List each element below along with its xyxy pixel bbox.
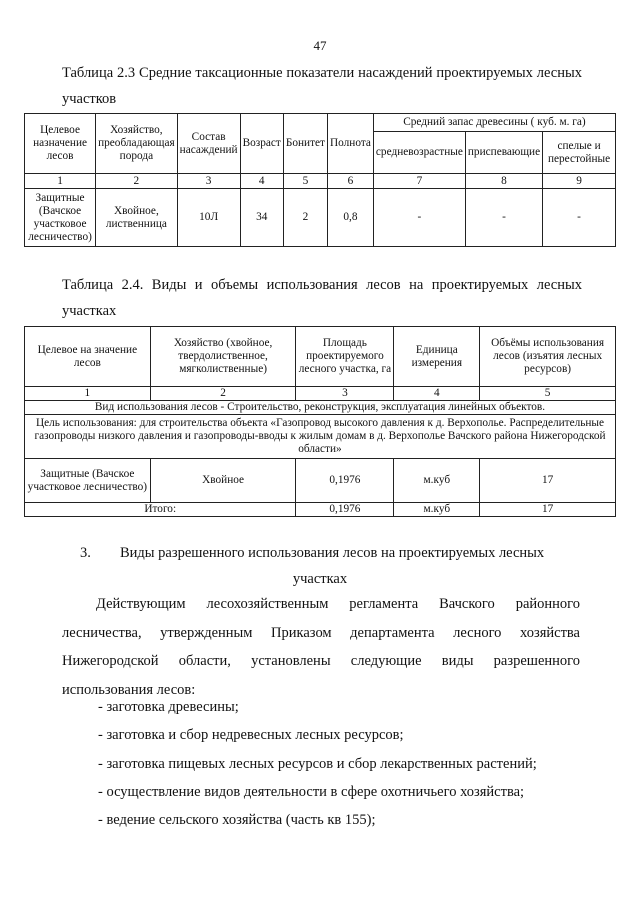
header-unit: Единица измерения	[394, 327, 480, 387]
usage-goal-row: Цель использования: для строительства объекта «Газопровод высокого давления к д. Верхополье. Распределительные газопроводы низкого давления и газопроводы-вводы к жилым домам в д. Верхополье Вачского района Нижегородской области»	[25, 415, 616, 459]
col-number: 9	[543, 174, 616, 189]
col-number: 1	[25, 387, 151, 401]
cell-age: 34	[240, 189, 283, 247]
list-item: - ведение сельского хозяйства (часть кв 155);	[98, 812, 376, 829]
cell-farm: Хвойное, лиственница	[96, 189, 178, 247]
list-item: - осуществление видов деятельности в сфере охотничьего хозяйства;	[98, 783, 525, 800]
total-volume: 17	[480, 503, 616, 517]
header-young: средневозрастные	[373, 132, 465, 174]
header-bonitet: Бонитет	[283, 114, 327, 174]
col-number: 3	[296, 387, 394, 401]
header-mature: спелые и перестойные	[543, 132, 616, 174]
usage-list	[98, 693, 537, 834]
header-density: Полнота	[327, 114, 373, 174]
header-area: Площадь проектируемого лесного участка, га	[296, 327, 394, 387]
col-number: 5	[480, 387, 616, 401]
table-row	[25, 459, 616, 503]
header-farm: Хозяйство, преобладающая порода	[96, 114, 178, 174]
header-volume: Объёмы использования лесов (изъятия лесных ресурсов)	[480, 327, 616, 387]
section-3-paragraph	[62, 590, 580, 704]
col-number: 2	[150, 387, 296, 401]
section-title-line2: участках	[292, 571, 348, 587]
section-number: 3.	[80, 545, 91, 561]
total-unit: м.куб	[394, 503, 480, 517]
cell-volume: 17	[480, 459, 616, 503]
cell-bonitet: 2	[283, 189, 327, 247]
cell-density: 0,8	[327, 189, 373, 247]
col-number: 5	[283, 174, 327, 189]
page-number: 47	[313, 38, 327, 53]
cell-purpose: Защитные (Вачское участковое лесничество)	[25, 189, 96, 247]
total-label: Итого:	[25, 503, 296, 517]
cell-area: 0,1976	[296, 459, 394, 503]
header-age: Возраст	[240, 114, 283, 174]
list-item: - заготовка древесины;	[98, 699, 239, 715]
col-number: 4	[394, 387, 480, 401]
header-purpose: Целевое назначение лесов	[25, 114, 96, 174]
header-farm: Хозяйство (хвойное, твердолиственное, мягколиственные)	[150, 327, 296, 387]
col-number: 3	[177, 174, 240, 189]
col-number: 6	[327, 174, 373, 189]
table-2-4-caption: Таблица 2.4. Виды и объемы использования лесов на проектируемых лесных участках	[62, 277, 582, 319]
cell-young: -	[373, 189, 465, 247]
col-number: 1	[25, 174, 96, 189]
column-number-row	[25, 174, 616, 189]
table-2-3-caption: Таблица 2.3 Средние таксационные показатели насаждений проектируемых лесных участков	[62, 65, 582, 107]
cell-mature: -	[543, 189, 616, 247]
list-item: - заготовка и сбор недревесных лесных ресурсов;	[98, 727, 404, 744]
header-stock-group: Средний запас древесины ( куб. м. га)	[373, 114, 615, 132]
section-title-line1: Виды разрешенного использования лесов на проектируемых лесных	[120, 545, 545, 561]
total-area: 0,1976	[296, 503, 394, 517]
cell-purpose: Защитные (Вачское участковое лесничество)	[25, 459, 151, 503]
usage-type-row: Вид использования лесов - Строительство, реконструкция, эксплуатация линейных объектов.	[25, 401, 616, 415]
column-number-row	[25, 387, 616, 401]
cell-farm: Хвойное	[150, 459, 296, 503]
cell-composition: 10Л	[177, 189, 240, 247]
cell-ripening: -	[465, 189, 542, 247]
col-number: 7	[373, 174, 465, 189]
header-ripening: приспевающие	[465, 132, 542, 174]
cell-unit: м.куб	[394, 459, 480, 503]
total-row	[25, 503, 616, 517]
col-number: 8	[465, 174, 542, 189]
table-row	[25, 189, 616, 247]
header-purpose: Целевое на значение лесов	[25, 327, 151, 387]
col-number: 2	[96, 174, 178, 189]
paragraph-text: Действующим лесохозяйственным регламента Вачского районного лесничества, утвержденным Приказом департамента лесного хозяйства Нижегородской области, установлены следующие виды разрешенного использования лесов:	[62, 596, 580, 698]
list-item: - заготовка пищевых лесных ресурсов и сбор лекарственных растений;	[98, 755, 537, 772]
table-2-4	[24, 326, 616, 517]
col-number: 4	[240, 174, 283, 189]
table-2-3	[24, 113, 616, 247]
header-composition: Состав насаждений	[177, 114, 240, 174]
